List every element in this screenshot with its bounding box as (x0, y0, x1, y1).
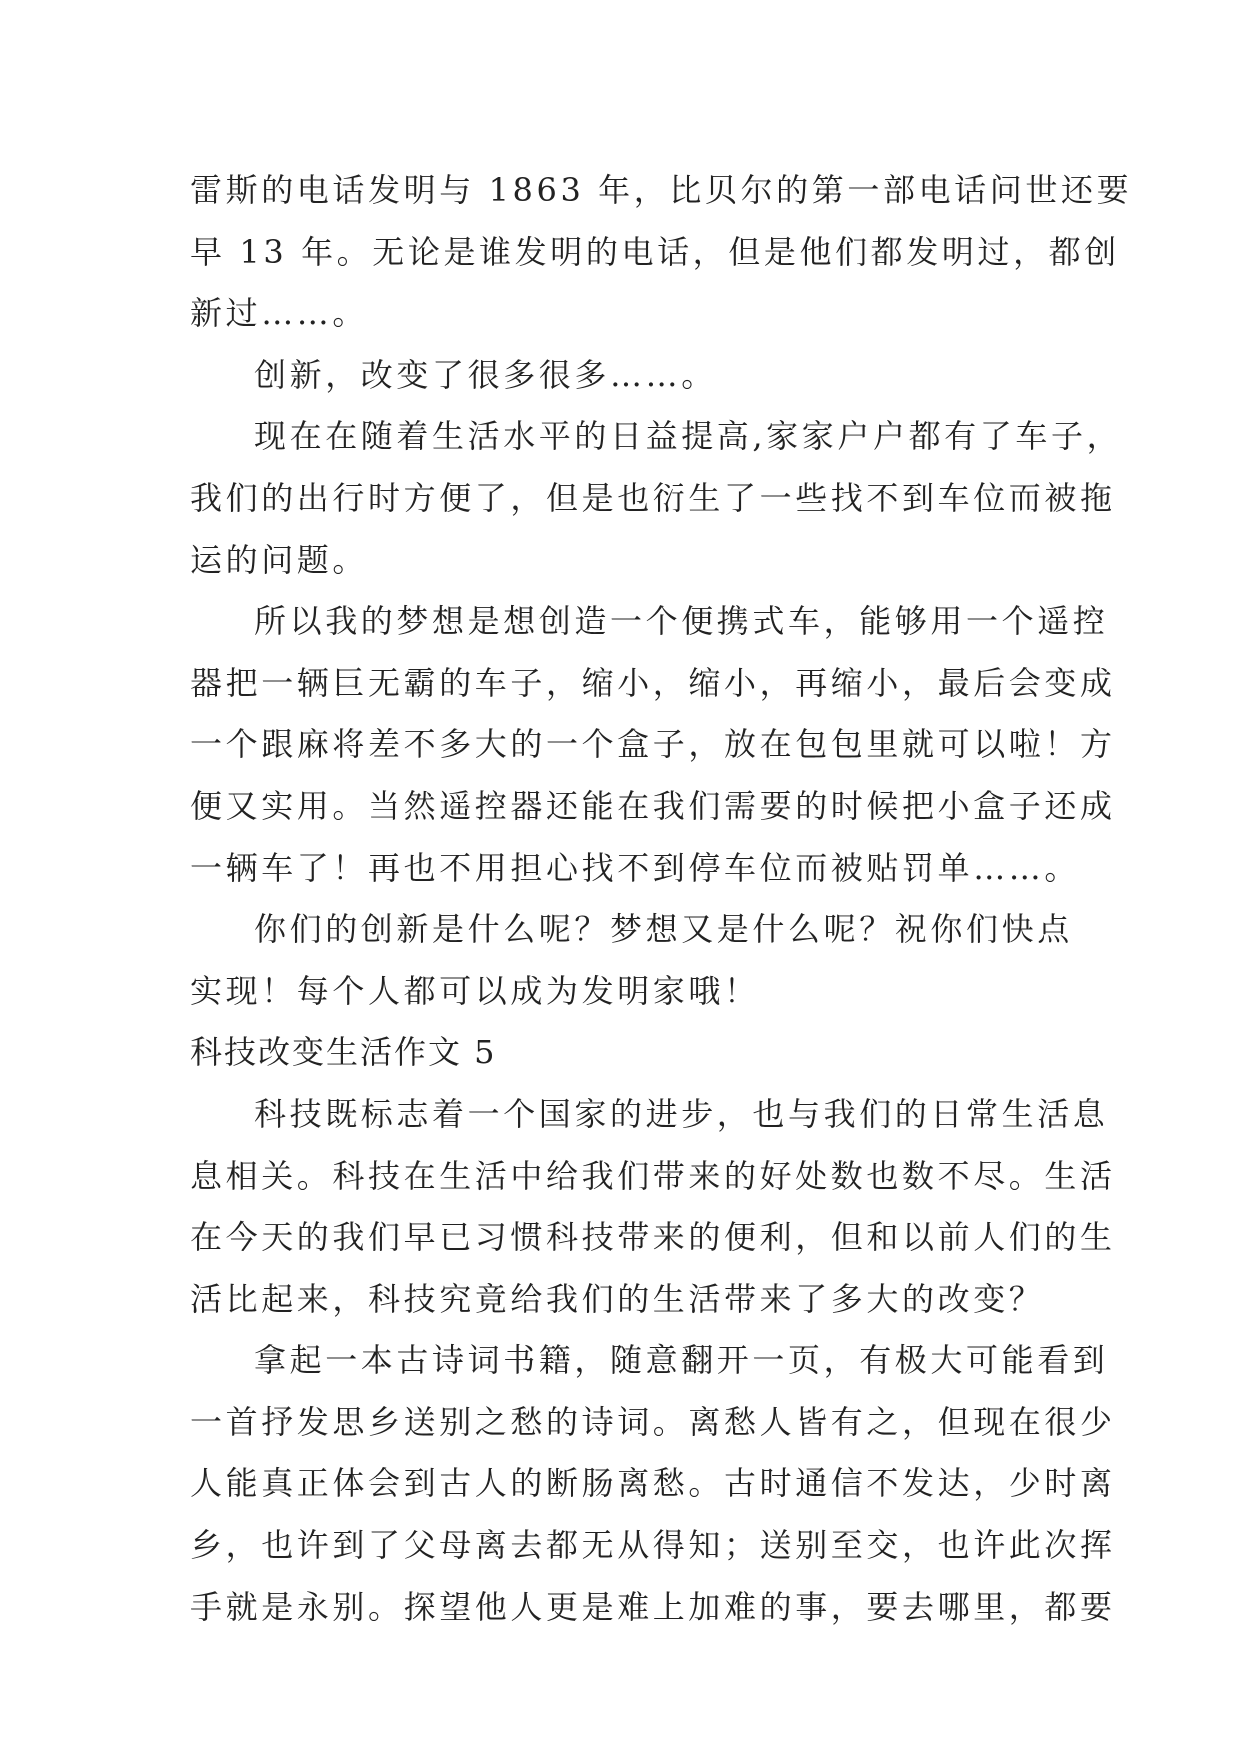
text-line: 器把一辆巨无霸的车子，缩小，缩小，再缩小，最后会变成 (190, 663, 1116, 702)
paragraph-start-line: 拿起一本古诗词书籍，随意翻开一页，有极大可能看到 (254, 1341, 1109, 1380)
text-line: 活比起来，科技究竟给我们的生活带来了多大的改变？ (190, 1279, 1045, 1318)
text-line: 实现！每个人都可以成为发明家哦！ (190, 971, 760, 1010)
paragraph-start-line: 你们的创新是什么呢？梦想又是什么呢？祝你们快点 (254, 910, 1073, 949)
text-line: 人能真正体会到古人的断肠离愁。古时通信不发达，少时离 (190, 1464, 1116, 1503)
text-line: 在今天的我们早已习惯科技带来的便利，但和以前人们的生 (190, 1218, 1116, 1257)
text-line: 运的问题。 (190, 540, 369, 579)
text-line: 一个跟麻将差不多大的一个盒子，放在包包里就可以啦！方 (190, 725, 1116, 764)
section-heading: 科技改变生活作文 5 (190, 1033, 497, 1072)
text-line: 雷斯的电话发明与 1863 年，比贝尔的第一部电话问世还要 (190, 171, 1133, 209)
text-line: 息相关。科技在生活中给我们带来的好处数也数不尽。生活 (190, 1156, 1116, 1195)
text-line: 一首抒发思乡送别之愁的诗词。离愁人皆有之，但现在很少 (190, 1402, 1116, 1441)
paragraph-start-line: 创新，改变了很多很多……。 (254, 355, 717, 394)
text-line: 乡，也许到了父母离去都无从得知；送别至交，也许此次挥 (190, 1526, 1116, 1565)
text-line: 手就是永别。探望他人更是难上加难的事，要去哪里，都要 (190, 1587, 1116, 1626)
text-line: 早 13 年。无论是谁发明的电话，但是他们都发明过，都创 (190, 232, 1120, 271)
text-line: 一辆车了！再也不用担心找不到停车位而被贴罚单……。 (190, 848, 1081, 887)
essay-text (190, 160, 1133, 1638)
text-line: 新过……。 (190, 294, 369, 333)
text-line: 便又实用。当然遥控器还能在我们需要的时候把小盒子还成 (190, 786, 1116, 825)
paragraph-start-line: 现在在随着生活水平的日益提高,家家户户都有了车子， (254, 417, 1123, 456)
paragraph-start-line: 所以我的梦想是想创造一个便携式车，能够用一个遥控 (254, 602, 1109, 641)
text-line: 我们的出行时方便了，但是也衍生了一些找不到车位而被拖 (190, 478, 1116, 517)
paragraph-start-line: 科技既标志着一个国家的进步，也与我们的日常生活息 (254, 1094, 1109, 1133)
